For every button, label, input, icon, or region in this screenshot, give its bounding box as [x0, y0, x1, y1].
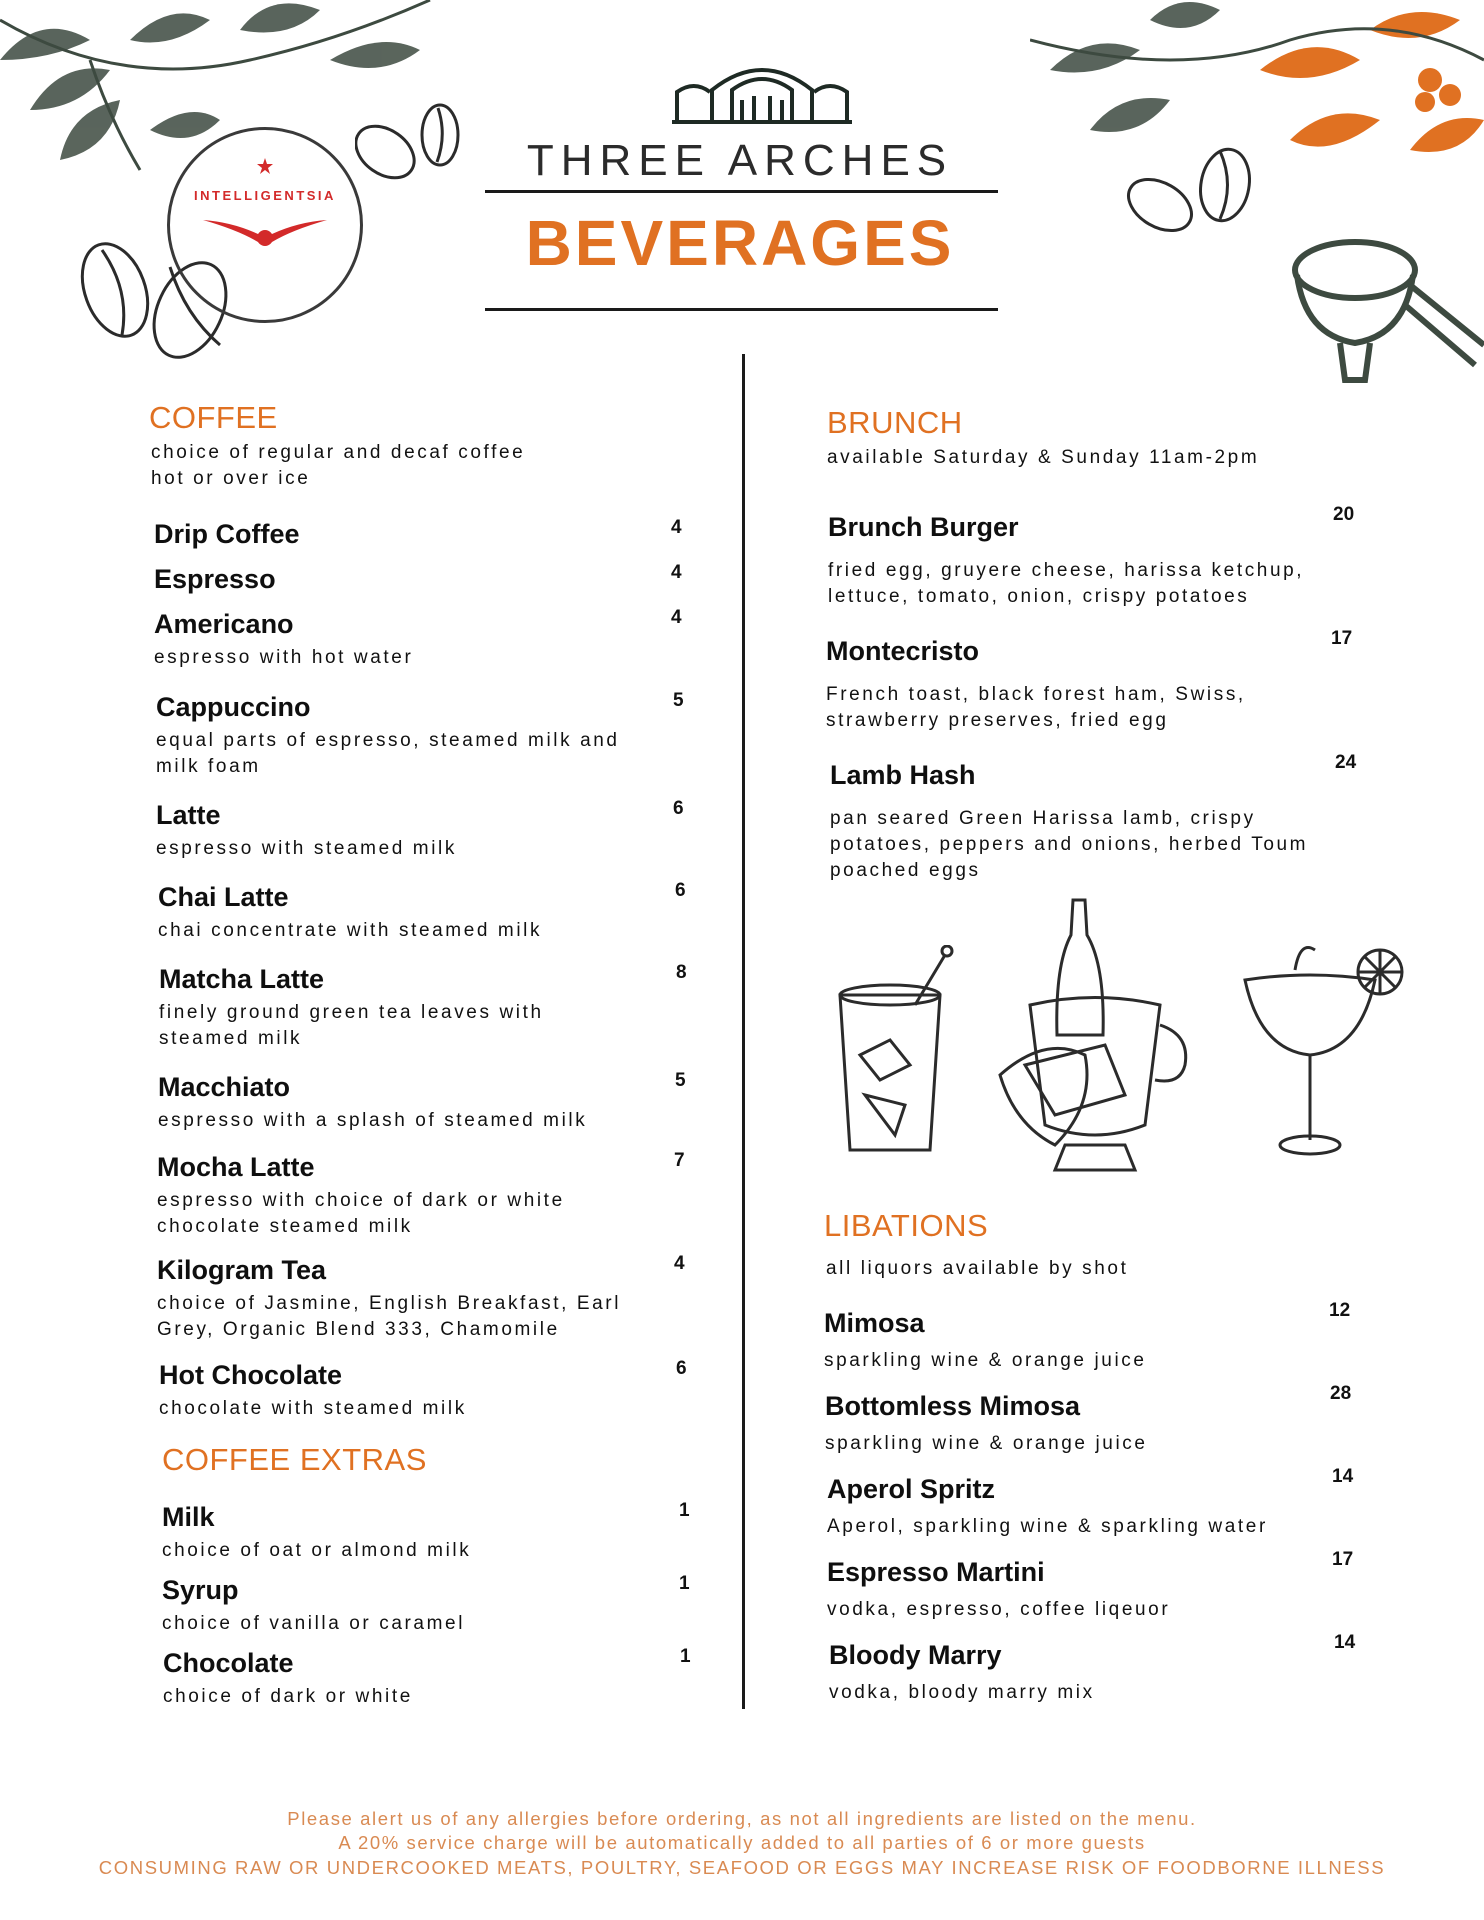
item-price: 4	[671, 562, 682, 583]
item-price: 7	[674, 1150, 685, 1171]
item-description-line: choice of dark or white	[163, 1686, 413, 1707]
item-description-line: finely ground green tea leaves with	[159, 1002, 544, 1023]
item-description-line: Grey, Organic Blend 333, Chamomile	[157, 1319, 560, 1340]
libations-item	[824, 1300, 1384, 1374]
section-title-brunch: BRUNCH	[827, 405, 963, 440]
extras-item	[162, 1500, 722, 1564]
item-description	[826, 682, 1386, 734]
item-description	[162, 1538, 722, 1564]
item-price: 6	[676, 1358, 687, 1379]
item-description	[829, 1680, 1389, 1706]
champagne-bucket-icon	[985, 895, 1210, 1175]
item-price: 4	[671, 517, 682, 538]
item-name: Kilogram Tea	[157, 1255, 327, 1285]
column-divider	[742, 354, 745, 1709]
item-description	[159, 1396, 719, 1422]
libations-item	[825, 1383, 1385, 1457]
item-description	[159, 1000, 719, 1052]
item-description	[828, 558, 1388, 610]
item-description-line: sparkling wine & orange juice	[825, 1433, 1148, 1454]
extras-item	[163, 1646, 723, 1710]
coffee-item	[159, 1358, 719, 1422]
item-price: 6	[675, 880, 686, 901]
section-subtitle-coffee	[151, 440, 525, 492]
brunch-item	[826, 628, 1386, 734]
item-description-line: espresso with steamed milk	[156, 838, 457, 859]
libations-item	[827, 1549, 1387, 1623]
portafilter-icon	[1285, 225, 1484, 395]
section-subtitle-libations	[826, 1256, 1128, 1282]
item-description	[824, 1348, 1384, 1374]
subtitle-line: all liquors available by shot	[826, 1258, 1129, 1279]
item-price: 5	[673, 690, 684, 711]
item-description	[157, 1188, 717, 1240]
item-description	[158, 918, 718, 944]
item-description-line: espresso with hot water	[154, 647, 414, 668]
section-title-coffee: COFFEE	[149, 400, 278, 435]
item-description-line: espresso with choice of dark or white	[157, 1190, 565, 1211]
item-name: Montecristo	[826, 636, 980, 666]
logo-text: INTELLIGENTSIA	[194, 188, 336, 203]
coffee-bean-icon	[1120, 145, 1260, 240]
item-description	[154, 645, 714, 671]
item-description-line: vodka, bloody marry mix	[829, 1682, 1095, 1703]
item-name: Aperol Spritz	[827, 1474, 996, 1504]
header-rule-bottom	[485, 308, 998, 311]
item-price: 1	[680, 1646, 691, 1667]
margarita-glass-icon	[1240, 940, 1410, 1165]
item-name: Mocha Latte	[157, 1152, 315, 1182]
item-price: 17	[1331, 628, 1353, 649]
item-name: Lamb Hash	[830, 760, 976, 790]
item-description	[157, 1291, 717, 1343]
item-price: 14	[1334, 1632, 1356, 1653]
item-price: 6	[673, 798, 684, 819]
footer-allergy-note: Please alert us of any allergies before ordering, as not all ingredients are listed on the menu.	[287, 1808, 1197, 1829]
item-description-line: equal parts of espresso, steamed milk and	[156, 730, 620, 751]
libations-item	[827, 1466, 1387, 1540]
subtitle-line: choice of regular and decaf coffee	[151, 442, 526, 463]
item-description	[163, 1684, 723, 1710]
coffee-item	[159, 962, 719, 1052]
item-description-line: chai concentrate with steamed milk	[158, 920, 543, 941]
coffee-bean-icon	[355, 100, 465, 190]
item-name: Chai Latte	[158, 882, 289, 912]
item-name: Drip Coffee	[154, 519, 300, 549]
libations-item	[829, 1632, 1389, 1706]
coffee-item	[158, 1070, 718, 1134]
header-rule-top	[485, 190, 998, 193]
item-description-line: sparkling wine & orange juice	[824, 1350, 1147, 1371]
footer-raw-food-warning: CONSUMING RAW OR UNDERCOOKED MEATS, POULTRY, SEAFOOD OR EGGS MAY INCREASE RISK OF FOODBORNE ILLNESS	[98, 1857, 1386, 1878]
item-price: 12	[1329, 1300, 1351, 1321]
item-name: Chocolate	[163, 1648, 294, 1678]
item-name: Mimosa	[824, 1308, 925, 1338]
coffee-item	[154, 517, 714, 551]
item-price: 14	[1332, 1466, 1354, 1487]
item-description-line: choice of oat or almond milk	[162, 1540, 472, 1561]
item-price: 4	[671, 607, 682, 628]
section-subtitle-brunch	[827, 445, 1259, 471]
item-name: Espresso Martini	[827, 1557, 1045, 1587]
item-price: 28	[1330, 1383, 1352, 1404]
coffee-item	[156, 798, 716, 862]
coffee-item	[158, 880, 718, 944]
coffee-item	[154, 562, 714, 596]
item-description	[158, 1108, 718, 1134]
item-description-line: potatoes, peppers and onions, herbed Toum	[830, 834, 1309, 855]
item-description	[827, 1597, 1387, 1623]
page-title: BEVERAGES	[525, 207, 955, 279]
item-description-line: fried egg, gruyere cheese, harissa ketchup,	[828, 560, 1305, 581]
cocktail-glass-icon	[835, 945, 955, 1160]
item-description-line: lettuce, tomato, onion, crispy potatoes	[828, 586, 1250, 607]
brunch-item	[830, 752, 1390, 884]
section-title-libations: LIBATIONS	[824, 1208, 989, 1243]
subtitle-line: hot or over ice	[151, 468, 311, 489]
item-name: Cappuccino	[156, 692, 311, 722]
item-description	[827, 1514, 1387, 1540]
brand-name: THREE ARCHES	[526, 136, 954, 185]
item-name: Latte	[156, 800, 221, 830]
item-price: 24	[1335, 752, 1357, 773]
item-description	[156, 836, 716, 862]
coffee-item	[156, 690, 716, 780]
item-price: 8	[676, 962, 687, 983]
item-price: 1	[679, 1500, 690, 1521]
item-name: Matcha Latte	[159, 964, 325, 994]
coffee-item	[157, 1150, 717, 1240]
item-description-line: poached eggs	[830, 860, 981, 881]
item-price: 4	[674, 1253, 685, 1274]
item-description-line: chocolate with steamed milk	[159, 1398, 467, 1419]
item-description-line: French toast, black forest ham, Swiss,	[826, 684, 1246, 705]
arches-logo-icon	[672, 60, 852, 126]
item-description-line: vodka, espresso, coffee liqeuor	[827, 1599, 1171, 1620]
item-name: Brunch Burger	[828, 512, 1019, 542]
item-name: Hot Chocolate	[159, 1360, 343, 1390]
item-description	[830, 806, 1390, 884]
item-description-line: choice of Jasmine, English Breakfast, Earl	[157, 1293, 622, 1314]
item-description-line: pan seared Green Harissa lamb, crispy	[830, 808, 1256, 829]
brunch-item	[828, 504, 1388, 610]
item-price: 17	[1332, 1549, 1354, 1570]
item-name: Espresso	[154, 564, 276, 594]
item-description-line: choice of vanilla or caramel	[162, 1613, 466, 1634]
item-name: Milk	[162, 1502, 215, 1532]
section-title-coffee-extras: COFFEE EXTRAS	[162, 1442, 427, 1477]
item-price: 1	[679, 1573, 690, 1594]
item-description-line: steamed milk	[159, 1028, 303, 1049]
item-price: 20	[1333, 504, 1355, 525]
item-description-line: Aperol, sparkling wine & sparkling water	[827, 1516, 1268, 1537]
subtitle-line: available Saturday & Sunday 11am-2pm	[827, 447, 1260, 468]
item-description-line: espresso with a splash of steamed milk	[158, 1110, 588, 1131]
coffee-item	[157, 1253, 717, 1343]
item-description	[162, 1611, 722, 1637]
coffee-item	[154, 607, 714, 671]
extras-item	[162, 1573, 722, 1637]
item-name: Macchiato	[158, 1072, 291, 1102]
item-name: Americano	[154, 609, 294, 639]
item-name: Bloody Marry	[829, 1640, 1002, 1670]
item-description-line: strawberry preserves, fried egg	[826, 710, 1169, 731]
item-price: 5	[675, 1070, 686, 1091]
item-name: Syrup	[162, 1575, 239, 1605]
wings-logo-icon	[198, 150, 332, 250]
item-description-line: chocolate steamed milk	[157, 1216, 413, 1237]
item-description	[825, 1431, 1385, 1457]
footer-service-charge: A 20% service charge will be automatically added to all parties of 6 or more guests	[338, 1832, 1146, 1853]
item-name: Bottomless Mimosa	[825, 1391, 1081, 1421]
item-description	[156, 728, 716, 780]
item-description-line: milk foam	[156, 756, 261, 777]
